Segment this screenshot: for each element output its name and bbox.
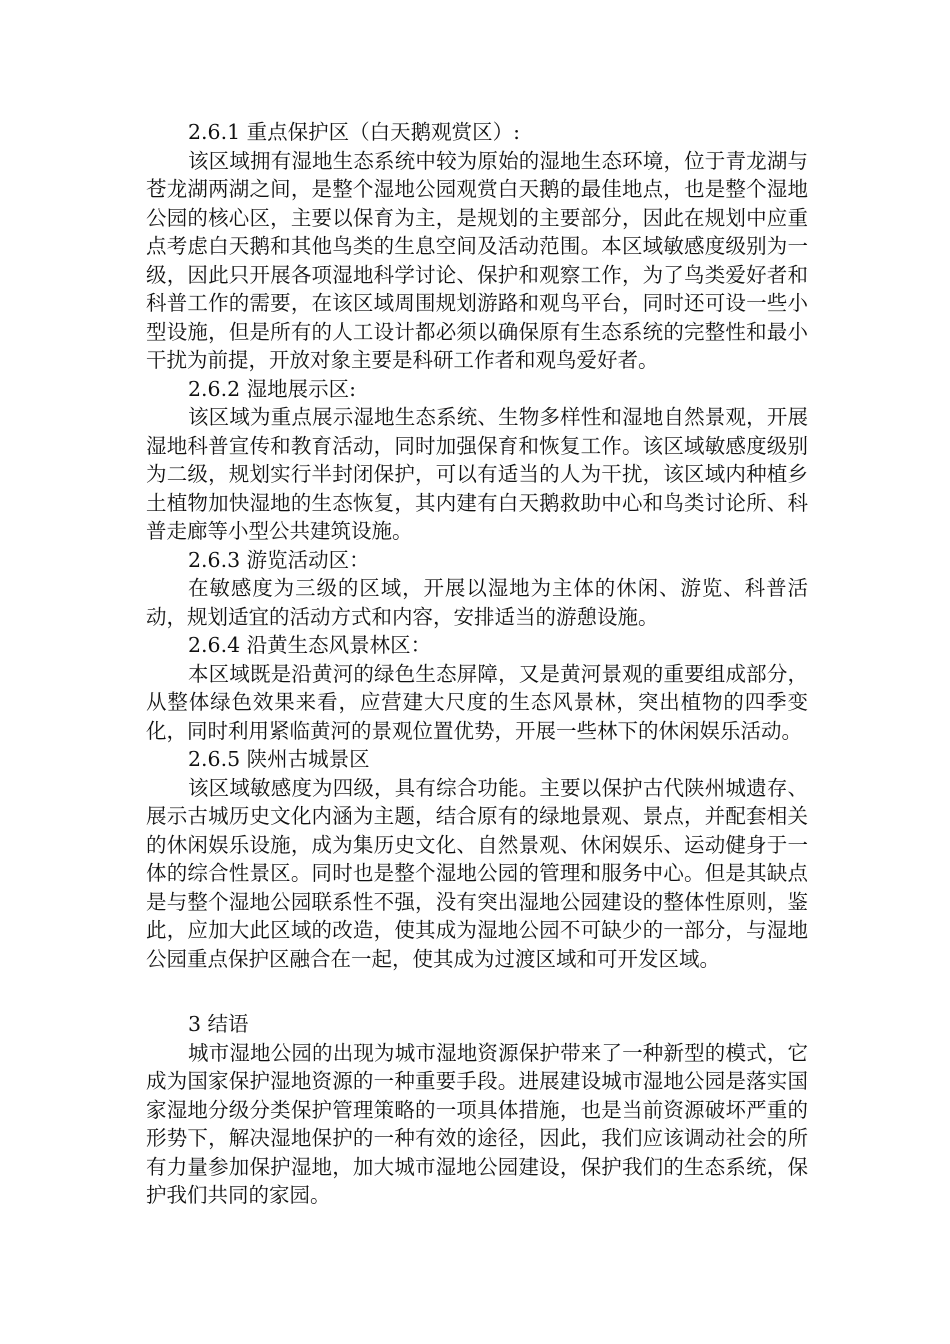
conclusion-body: 城市湿地公园的出现为城市湿地资源保护带来了一种新型的模式，它成为国家保护湿地资源的一种重要手段。进展建设城市湿地公园是落实国家湿地分级分类保护管理策略的一项具体措施，也是当前资源破坏严重的形势下，解决湿地保护的一种有效的途径，因此，我们应该调动社会的所有力量参加保护湿地，加大城市湿地公园建设，保护我们的生态系统，保护我们共同的家园。 [146,1040,808,1207]
section-body-2-6-2: 该区域为重点展示湿地生态系统、生物多样性和湿地自然景观，开展湿地科普宣传和教育活动，同时加强保育和恢复工作。该区域敏感度级别为二级，规划实行半封闭保护，可以有适当的人为干扰，该区域内种植乡土植物加快湿地的生态恢复，其内建有白天鹅救助中心和鸟类讨论所、科普走廊等小型公共建筑设施。 [146,405,808,543]
section-heading-2-6-5: 2.6.5 陕州古城景区 [188,747,370,771]
section-body-2-6-1: 该区域拥有湿地生态系统中较为原始的湿地生态环境，位于青龙湖与苍龙湖两湖之间，是整个湿地公园观赏白天鹅的最佳地点，也是整个湿地公园的核心区，主要以保育为主，是规划的主要部分，因此在规划中应重点考虑白天鹅和其他鸟类的生息空间及活动范围。本区域敏感度级别为一级，因此只开展各项湿地科学讨论、保护和观察工作，为了鸟类爱好者和科普工作的需要，在该区域周围规划游路和观鸟平台，同时还可设一些小型设施，但是所有的人工设计都必须以确保原有生态系统的完整性和最小干扰为前提，开放对象主要是科研工作者和观鸟爱好者。 [146,148,808,372]
section-body-2-6-5: 该区域敏感度为四级，具有综合功能。主要以保护古代陕州城遗存、展示古城历史文化内涵为主题，结合原有的绿地景观、景点，并配套相关的休闲娱乐设施，成为集历史文化、自然景观、休闲娱乐、运动健身于一体的综合性景区。同时也是整个湿地公园的管理和服务中心。但是其缺点是与整个湿地公园联系性不强，没有突出湿地公园建设的整体性原则，鉴此，应加大此区域的改造，使其成为湿地公园不可缺少的一部分，与湿地公园重点保护区融合在一起，使其成为过渡区域和可开发区域。 [146,775,808,971]
section-body-2-6-3: 在敏感度为三级的区域，开展以湿地为主体的休闲、游览、科普活动，规划适宜的活动方式和内容，安排适当的游憩设施。 [146,576,808,629]
section-heading-2-6-3: 2.6.3 游览活动区： [188,547,370,572]
section-heading-2-6-4: 2.6.4 沿黄生态风景林区： [188,633,432,657]
section-spacer [146,973,808,1010]
section-body-2-6-4: 本区域既是沿黄河的绿色生态屏障，又是黄河景观的重要组成部分，从整体绿色效果来看，应营建大尺度的生态风景林，突出植物的四季变化，同时利用紧临黄河的景观位置优势，开展一些林下的休闲娱乐活动。 [146,661,808,743]
document-page [146,118,808,1210]
section-heading-2-6-2: 2.6.2 湿地展示区: [188,376,357,401]
section-heading-2-6-1: 2.6.1 重点保护区（白天鹅观赏区）: [188,120,521,144]
conclusion-heading: 3 结语 [188,1012,249,1036]
